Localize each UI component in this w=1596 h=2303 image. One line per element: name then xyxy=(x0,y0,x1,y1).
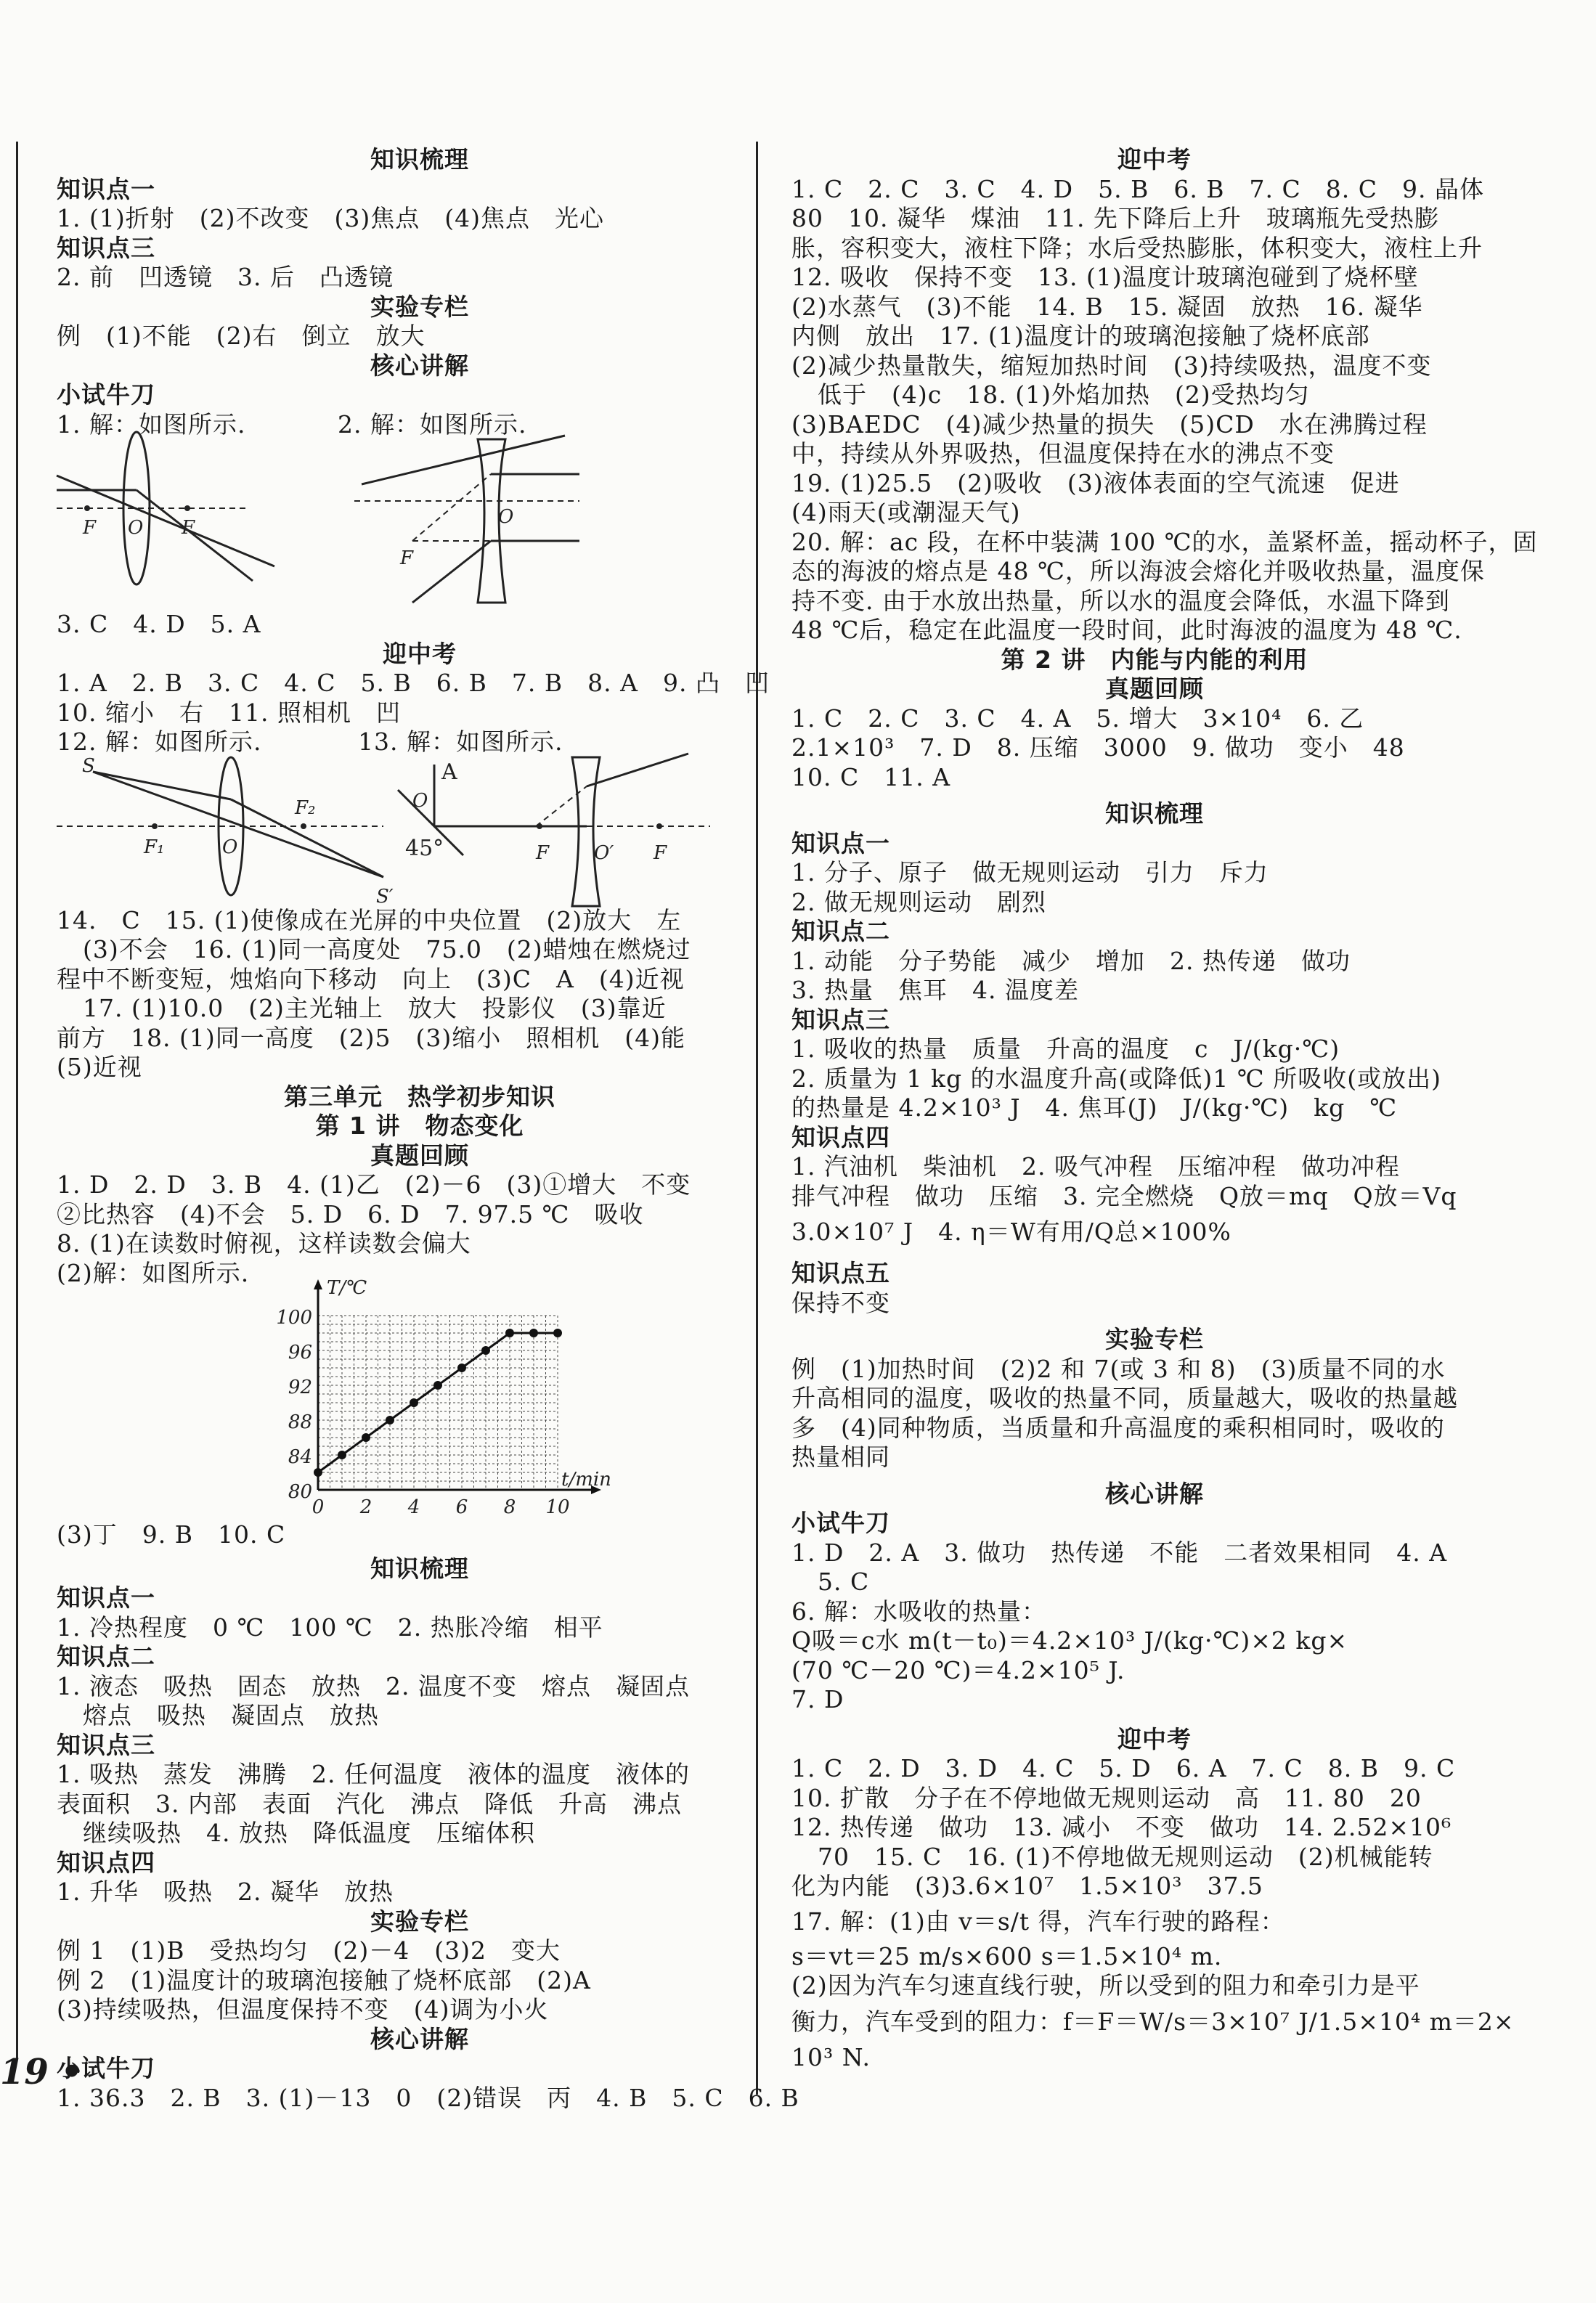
answer-line: 5. C xyxy=(818,1568,870,1596)
answer-line: 1. 分子、原子 做无规则运动 引力 斥力 xyxy=(791,858,1269,886)
answer-line: 10. C 11. A xyxy=(791,762,951,791)
answer-line: 胀，容积变大，液柱下降；水后受热膨胀，体积变大，液柱上升 xyxy=(791,233,1483,262)
answer-line: 1. C 2. C 3. C 4. A 5. 增大 3×10⁴ 6. 乙 xyxy=(791,704,1364,733)
source-label: S xyxy=(82,754,95,777)
data-point xyxy=(505,1329,514,1337)
answer-line: s＝vt＝25 m/s×600 s＝1.5×10⁴ m. xyxy=(791,1941,1223,1970)
subsection-label: 小试牛刀 xyxy=(791,1509,890,1537)
answer-line: (2)因为汽车匀速直线行驶，所以受到的阻力和牵引力是平 xyxy=(791,1971,1420,2000)
answer-line: 1. C 2. C 3. C 4. D 5. B 6. B 7. C 8. C 9. 晶体 xyxy=(791,174,1484,203)
data-point xyxy=(314,1468,322,1477)
answer-line xyxy=(57,410,783,440)
lens-diagrams xyxy=(57,754,710,908)
answer-line: 1. (1)折射 (2)不改变 (3)焦点 (4)焦点 光心 xyxy=(57,204,604,232)
data-point xyxy=(410,1398,418,1407)
answer-line: 10. 缩小 右 11. 照相机 凹 xyxy=(57,698,401,727)
answer-line: 48 ℃后，稳定在此温度一段时间，此时海波的温度为 48 ℃. xyxy=(791,616,1462,644)
focus-label: F₂ xyxy=(295,796,316,819)
ray xyxy=(587,754,688,786)
x-tick-label: 10 xyxy=(545,1496,570,1518)
y-tick-label: 80 xyxy=(288,1481,312,1503)
section-heading: 迎中考 xyxy=(1117,1724,1192,1753)
answer-line: 10³ N. xyxy=(791,2042,871,2071)
x-axis-label: t/min xyxy=(561,1469,611,1491)
answer-line: 1. 吸热 蒸发 沸腾 2. 任何温度 液体的温度 液体的 xyxy=(57,1760,690,1788)
focus-point xyxy=(184,505,190,511)
lens-diagrams xyxy=(57,439,579,610)
answer-line: 1. 升华 吸热 2. 凝华 放热 xyxy=(57,1878,394,1906)
focus-label: F₁ xyxy=(144,836,165,858)
answer-line: (2)减少热量散失，缩短加热时间 (3)持续吸热，温度不变 xyxy=(791,351,1432,380)
ray xyxy=(362,436,565,484)
answer-line: (3)不会 16. (1)同一高度处 75.0 (2)蜡烛在燃烧过 xyxy=(83,935,691,963)
right-column xyxy=(791,145,1538,2072)
x-tick-label: 2 xyxy=(359,1496,372,1518)
answer-line: 态的海波的熔点是 48 ℃，所以海波会熔化并吸收热量，温度保 xyxy=(791,557,1485,585)
focus-label: F xyxy=(654,841,667,864)
knowledge-point-label: 知识点二 xyxy=(57,1642,155,1671)
focus-point xyxy=(537,823,542,829)
answer-line: 多 (4)同种物质，当质量和升高温度的乘积相同时，吸收的 xyxy=(791,1413,1445,1442)
answer-line: 1. 汽油机 柴油机 2. 吸气冲程 压缩冲程 做功冲程 xyxy=(791,1152,1400,1181)
answer-line: (3)BAEDC (4)减少热量的损失 (5)CD 水在沸腾过程 xyxy=(791,409,1428,439)
answer-line: 例 (1)加热时间 (2)2 和 7(或 3 和 8) (3)质量不同的水 xyxy=(791,1354,1446,1383)
answer-line: 例 1 (1)B 受热均匀 (2)－4 (3)2 变大 xyxy=(57,1936,561,1965)
answer-line: 17. (1)10.0 (2)主光轴上 放大 投影仪 (3)靠近 xyxy=(83,994,667,1022)
knowledge-point-label: 知识点五 xyxy=(791,1259,890,1287)
x-tick-label: 6 xyxy=(455,1496,468,1518)
center-label: O xyxy=(222,836,238,858)
answer-line: 继续吸热 4. 放热 降低温度 压缩体积 xyxy=(83,1819,535,1847)
answer-line: (2)水蒸气 (3)不能 14. B 15. 凝固 放热 16. 凝华 xyxy=(791,292,1423,321)
subsection-label: 小试牛刀 xyxy=(57,380,155,409)
subsection-label: 小试牛刀 xyxy=(57,2054,155,2082)
section-heading: 迎中考 xyxy=(383,639,457,668)
ray xyxy=(93,772,383,877)
y-tick-label: 100 xyxy=(276,1307,312,1329)
answer-line: (70 ℃－20 ℃)＝4.2×10⁵ J. xyxy=(791,1655,1125,1684)
focus-point xyxy=(84,505,90,511)
section-heading: 实验专栏 xyxy=(370,292,469,321)
answer-line xyxy=(57,727,783,757)
chart-ticks xyxy=(276,1307,569,1518)
section-heading: 迎中考 xyxy=(1117,145,1192,174)
answer-line: 1. D 2. D 3. B 4. (1)乙 (2)－6 (3)①增大 不变 xyxy=(57,1170,691,1199)
answer-line: 2. 做无规则运动 剧烈 xyxy=(791,887,1046,916)
answer-line: 中，持续从外界吸热，但温度保持在水的沸点不变 xyxy=(791,439,1335,468)
answer-part: 2. 解：如图所示. xyxy=(338,409,527,439)
answer-line: 1. D 2. A 3. 做功 热传递 不能 二者效果相同 4. A xyxy=(791,1538,1448,1567)
focus-point xyxy=(152,823,158,829)
data-point xyxy=(433,1381,442,1390)
knowledge-point-label: 知识点三 xyxy=(57,1730,155,1759)
answer-line: 热量相同 xyxy=(791,1443,890,1471)
answer-line: 1. 36.3 2. B 3. (1)－13 0 (2)错误 丙 4. B 5. C 6. B xyxy=(57,2083,799,2112)
x-tick-label: 8 xyxy=(503,1496,516,1518)
answer-line: 3. 热量 焦耳 4. 温度差 xyxy=(791,976,1079,1004)
data-point xyxy=(481,1346,490,1355)
answer-line: 的热量是 4.2×10³ J 4. 焦耳(J) J/(kg·℃) kg ℃ xyxy=(791,1093,1398,1122)
lens-figure-12-13 xyxy=(57,754,783,908)
y-axis-label: T/℃ xyxy=(327,1277,367,1299)
answer-line: (3)持续吸热，但温度保持不变 (4)调为小火 xyxy=(57,1995,549,2023)
unit-title: 第三单元 热学初步知识 xyxy=(284,1082,555,1111)
answer-line: 70 15. C 16. (1)不停地做无规则运动 (2)机械能转 xyxy=(818,1842,1433,1871)
left-margin-rule xyxy=(16,142,18,2058)
knowledge-point-label: 知识点一 xyxy=(57,174,155,203)
answer-line: 排气冲程 做功 压缩 3. 完全燃烧 Q放＝mq Q放＝Vq xyxy=(791,1181,1457,1210)
answer-line: 6. 解：水吸收的热量： xyxy=(791,1597,1046,1626)
temperature-time-graph xyxy=(57,1277,611,1520)
section-heading: 真题回顾 xyxy=(1105,674,1204,703)
answer-line: 12. 吸收 保持不变 13. (1)温度计玻璃泡碰到了烧杯壁 xyxy=(791,263,1419,291)
answer-line: 保持不变 xyxy=(791,1288,890,1317)
answer-line: 表面积 3. 内部 表面 汽化 沸点 降低 升高 沸点 xyxy=(57,1789,682,1818)
knowledge-point-label: 知识点三 xyxy=(791,1005,890,1034)
data-point xyxy=(362,1433,370,1442)
answer-line: 1. 冷热程度 0 ℃ 100 ℃ 2. 热胀冷缩 相平 xyxy=(57,1613,603,1642)
answer-part: 1. 解：如图所示. xyxy=(57,409,246,439)
focus-label: F xyxy=(83,517,97,539)
virtual-ray xyxy=(412,474,491,541)
answer-line: 19. (1)25.5 (2)吸收 (3)液体表面的空气流速 促进 xyxy=(791,468,1400,497)
answer-line: 前方 18. (1)同一高度 (2)5 (3)缩小 照相机 (4)能 xyxy=(57,1023,685,1052)
focus-label: F xyxy=(400,547,414,569)
answer-line: (3)丁 9. B 10. C xyxy=(57,1520,286,1549)
knowledge-point-label: 知识点一 xyxy=(791,828,890,857)
answer-line: 12. 热传递 做功 13. 减小 不变 做功 14. 2.52×10⁶ xyxy=(791,1813,1452,1841)
answer-line: 1. C 2. D 3. D 4. C 5. D 6. A 7. C 8. B 9. C xyxy=(791,1754,1456,1782)
section-heading: 核心讲解 xyxy=(370,351,469,380)
y-tick-label: 88 xyxy=(288,1411,312,1433)
answer-line: 1. A 2. B 3. C 4. C 5. B 6. B 7. B 8. A 9. 凸 凹 xyxy=(57,669,770,697)
answer-line: Q吸＝c水 m(t－t₀)＝4.2×10³ J/(kg·℃)×2 kg× xyxy=(791,1626,1348,1655)
answer-line: 程中不断变短，烛焰向下移动 向上 (3)C A (4)近视 xyxy=(57,964,685,993)
answer-line: 7. D xyxy=(791,1685,844,1713)
answer-part: 12. 解：如图所示. xyxy=(57,727,262,756)
answer-line: 20. 解：ac 段，在杯中装满 100 ℃的水，盖紧杯盖，摇动杯子，固 xyxy=(791,527,1538,556)
ray xyxy=(93,772,231,799)
x-tick-label: 4 xyxy=(407,1496,420,1518)
left-column xyxy=(57,145,799,2113)
data-point xyxy=(338,1451,346,1459)
answer-line: 17. 解：(1)由 v＝s/t 得，汽车行驶的路程： xyxy=(791,1907,1285,1936)
section-heading: 核心讲解 xyxy=(1105,1479,1204,1508)
center-label: O xyxy=(498,506,514,528)
data-point xyxy=(386,1416,394,1424)
focus-label: F xyxy=(182,517,195,539)
answer-line: 衡力，汽车受到的阻力：f＝F＝W/s＝3×10⁷ J/1.5×10⁴ m＝2× xyxy=(791,2007,1515,2036)
center-label: O xyxy=(128,517,144,539)
image-label: S′ xyxy=(376,885,394,908)
section-heading: 真题回顾 xyxy=(370,1141,469,1170)
answer-line: 3. C 4. D 5. A xyxy=(57,610,261,638)
answer-line: 1. 动能 分子势能 减少 增加 2. 热传递 做功 xyxy=(791,946,1351,975)
lecture-title: 第 1 讲 物态变化 xyxy=(315,1112,524,1140)
answer-line: 例 (1)不能 (2)右 倒立 放大 xyxy=(57,322,426,350)
data-point xyxy=(457,1364,466,1372)
knowledge-point-label: 知识点二 xyxy=(791,917,890,945)
concave-lens xyxy=(572,757,600,906)
focus-point xyxy=(656,823,662,829)
lecture-title: 第 2 讲 内能与内能的利用 xyxy=(1001,645,1308,674)
answer-line: 2. 前 凹透镜 3. 后 凸透镜 xyxy=(57,263,394,291)
answer-line: 升高相同的温度，吸收的热量不同，质量越大，吸收的热量越 xyxy=(791,1384,1458,1412)
knowledge-point-label: 知识点一 xyxy=(57,1583,155,1612)
answer-line: 化为内能 (3)3.6×10⁷ 1.5×10³ 37.5 xyxy=(791,1872,1263,1900)
answer-line: 3.0×10⁷ J 4. η＝W有用/Q总×100% xyxy=(791,1218,1231,1246)
page-number: 19 • xyxy=(0,2052,84,2092)
section-heading: 知识梳理 xyxy=(370,1554,469,1583)
answer-part: 13. 解：如图所示. xyxy=(358,727,563,756)
answer-line: 2.1×10³ 7. D 8. 压缩 3000 9. 做功 变小 48 xyxy=(791,733,1405,762)
answer-line: (2)解：如图所示. xyxy=(57,1258,250,1287)
center-label: O′ xyxy=(594,841,614,864)
answer-line: 14. C 15. (1)使像成在光屏的中央位置 (2)放大 左 xyxy=(57,905,682,934)
answer-line: (5)近视 xyxy=(57,1053,142,1081)
answer-line: 10. 扩散 分子在不停地做无规则运动 高 11. 80 20 xyxy=(791,1783,1422,1812)
answer-line: 熔点 吸热 凝固点 放热 xyxy=(83,1701,379,1729)
section-heading: 知识梳理 xyxy=(370,145,469,174)
focus-label: F xyxy=(536,841,550,864)
lens-figure-1-2 xyxy=(57,439,783,610)
answer-line: 80 10. 凝华 煤油 11. 先下降后上升 玻璃瓶先受热膨 xyxy=(791,204,1439,232)
chart-grid xyxy=(318,1316,558,1490)
knowledge-point-label: 知识点四 xyxy=(57,1848,155,1877)
answer-line: 2. 质量为 1 kg 的水温度升高(或降低)1 ℃ 所吸收(或放出) xyxy=(791,1064,1441,1093)
answer-line: 持不变. 由于水放出热量，所以水的温度会降低，水温下降到 xyxy=(791,586,1450,615)
answer-line: 低于 (4)c 18. (1)外焰加热 (2)受热均匀 xyxy=(818,380,1310,409)
focus-point xyxy=(301,823,306,829)
y-tick-label: 96 xyxy=(288,1342,312,1364)
section-heading: 实验专栏 xyxy=(1105,1325,1204,1353)
angle-label: 45° xyxy=(405,835,444,861)
answer-line: 1. 吸收的热量 质量 升高的温度 c J/(kg·℃) xyxy=(791,1035,1340,1063)
section-heading: 知识梳理 xyxy=(1105,799,1204,828)
x-tick-label: 0 xyxy=(312,1496,325,1518)
data-point xyxy=(553,1329,562,1337)
answer-line: 1. 液态 吸热 固态 放热 2. 温度不变 熔点 凝固点 xyxy=(57,1671,690,1700)
section-heading: 核心讲解 xyxy=(370,2024,469,2053)
answer-line: ②比热容 (4)不会 5. D 6. D 7. 97.5 ℃ 吸收 xyxy=(57,1199,644,1228)
section-heading: 实验专栏 xyxy=(370,1907,469,1936)
point-label: O xyxy=(412,789,428,812)
knowledge-point-label: 知识点三 xyxy=(57,233,155,262)
temperature-chart xyxy=(57,1277,783,1520)
y-tick-label: 84 xyxy=(288,1446,312,1468)
answer-line: 内侧 放出 17. (1)温度计的玻璃泡接触了烧杯底部 xyxy=(791,322,1370,350)
answer-line: (4)雨天(或潮湿天气) xyxy=(791,498,1021,526)
ray-label: A xyxy=(441,759,457,785)
data-point xyxy=(529,1329,538,1337)
y-tick-label: 92 xyxy=(288,1377,312,1398)
knowledge-point-label: 知识点四 xyxy=(791,1122,890,1152)
answer-line: 8. (1)在读数时俯视，这样读数会偏大 xyxy=(57,1229,471,1258)
answer-line: 例 2 (1)温度计的玻璃泡接触了烧杯底部 (2)A xyxy=(57,1965,591,1994)
